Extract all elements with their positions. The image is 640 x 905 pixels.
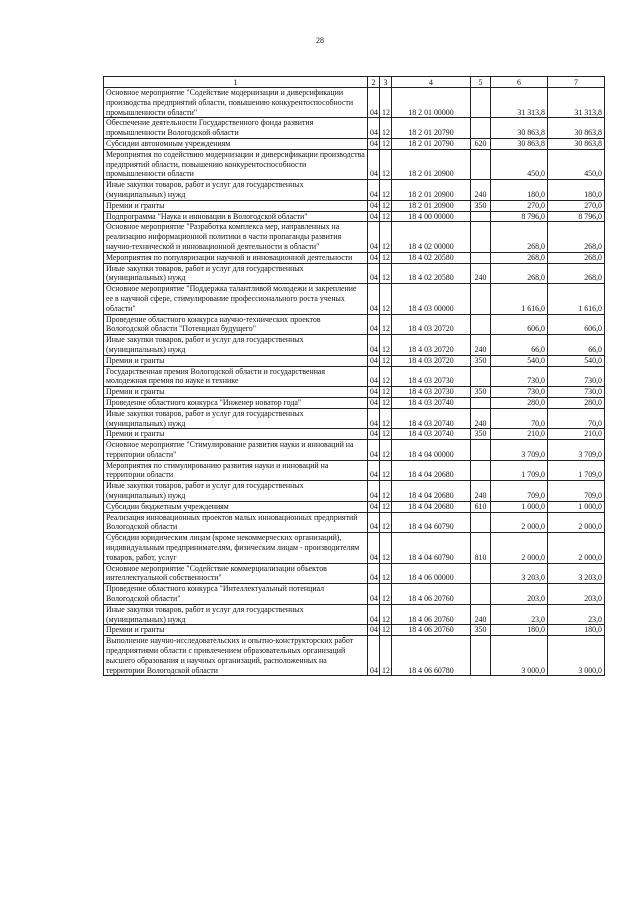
row-subsection: 12 [380,200,392,211]
row-amount-1: 3 203,0 [491,563,548,584]
row-expense-type: 240 [471,263,491,284]
row-amount-2: 30 863,8 [548,138,605,149]
row-amount-2: 1 000,0 [548,501,605,512]
row-amount-2: 66,0 [548,335,605,356]
row-amount-2: 3 203,0 [548,563,605,584]
table-row [104,481,605,502]
row-amount-1: 1 000,0 [491,501,548,512]
row-name: Премии и гранты [104,429,368,440]
row-expense-type [471,118,491,139]
row-amount-1: 3 000,0 [491,636,548,676]
row-name: Мероприятия по содействию модернизации и диверсификации производства предприятий области, повышению конкурентоспособности промышленности области [104,149,368,179]
row-target-article: 18 4 02 00000 [392,222,471,252]
row-amount-1: 280,0 [491,397,548,408]
row-amount-1: 31 313,8 [491,88,548,118]
row-subsection: 12 [380,533,392,563]
table-row [104,440,605,461]
row-target-article: 18 4 04 20680 [392,460,471,481]
table-row [104,533,605,563]
row-target-article: 18 4 04 00000 [392,440,471,461]
row-expense-type: 240 [471,335,491,356]
row-section: 04 [368,263,380,284]
row-subsection: 12 [380,222,392,252]
row-subsection: 12 [380,263,392,284]
row-section: 04 [368,366,380,387]
table-row [104,284,605,314]
row-target-article: 18 2 01 20900 [392,200,471,211]
row-name: Проведение областного конкурса научно-технических проектов Вологодской области "Потенциал будущего" [104,314,368,335]
row-amount-2: 268,0 [548,252,605,263]
row-target-article: 18 4 04 60790 [392,533,471,563]
row-name: Основное мероприятие "Разработка комплекса мер, направленных на реализацию информационной политики в части пропаганды развития научно-технической и инновационной деятельности в области" [104,222,368,252]
row-target-article: 18 4 03 00000 [392,284,471,314]
row-target-article: 18 4 06 20760 [392,625,471,636]
row-target-article: 18 2 01 00000 [392,88,471,118]
row-amount-1: 203,0 [491,584,548,605]
row-amount-1: 450,0 [491,149,548,179]
table-row [104,263,605,284]
row-target-article: 18 4 06 20760 [392,604,471,625]
row-expense-type: 810 [471,533,491,563]
row-name: Иные закупки товаров, работ и услуг для государственных (муниципальных) нужд [104,180,368,201]
row-section: 04 [368,335,380,356]
row-name: Мероприятия по стимулированию развития науки и инноваций на территории области [104,460,368,481]
row-target-article: 18 4 03 20730 [392,387,471,398]
row-target-article: 18 4 00 00000 [392,211,471,222]
row-target-article: 18 4 04 20680 [392,481,471,502]
table-row [104,584,605,605]
row-subsection: 12 [380,501,392,512]
row-target-article: 18 4 06 00000 [392,563,471,584]
page-number: 28 [316,36,324,45]
row-name: Премии и гранты [104,355,368,366]
table-row [104,138,605,149]
row-section: 04 [368,533,380,563]
row-name: Основное мероприятие "Содействие коммерциализации объектов интеллектуальной собственности" [104,563,368,584]
row-subsection: 12 [380,284,392,314]
row-expense-type: 620 [471,138,491,149]
table-row [104,625,605,636]
header-col-7: 7 [548,77,605,88]
row-expense-type: 240 [471,481,491,502]
table-row [104,604,605,625]
row-name: Субсидии юридическим лицам (кроме некоммерческих организаций), индивидуальным предпринимателям, физическим лицам - производителям товаров, работ, услуг [104,533,368,563]
row-amount-2: 1 616,0 [548,284,605,314]
row-target-article: 18 4 03 20720 [392,335,471,356]
row-amount-1: 709,0 [491,481,548,502]
row-amount-1: 270,0 [491,200,548,211]
table-row [104,149,605,179]
row-amount-2: 730,0 [548,366,605,387]
row-expense-type [471,149,491,179]
row-subsection: 12 [380,118,392,139]
table-row [104,252,605,263]
row-amount-2: 203,0 [548,584,605,605]
table-row [104,314,605,335]
row-amount-1: 268,0 [491,252,548,263]
row-amount-1: 210,0 [491,429,548,440]
row-subsection: 12 [380,387,392,398]
row-subsection: 12 [380,355,392,366]
row-name: Субсидии бюджетным учреждениям [104,501,368,512]
row-name: Иные закупки товаров, работ и услуг для государственных (муниципальных) нужд [104,335,368,356]
row-amount-1: 8 796,0 [491,211,548,222]
row-section: 04 [368,222,380,252]
row-expense-type [471,512,491,533]
row-amount-2: 709,0 [548,481,605,502]
row-target-article: 18 4 04 20680 [392,501,471,512]
row-subsection: 12 [380,180,392,201]
row-name: Мероприятия по популяризации научной и инновационной деятельности [104,252,368,263]
row-section: 04 [368,355,380,366]
header-col-3: 3 [380,77,392,88]
row-section: 04 [368,211,380,222]
row-expense-type: 240 [471,408,491,429]
row-amount-1: 30 863,8 [491,118,548,139]
row-section: 04 [368,387,380,398]
row-amount-2: 3 000,0 [548,636,605,676]
row-target-article: 18 4 03 20740 [392,408,471,429]
row-subsection: 12 [380,429,392,440]
table-row [104,429,605,440]
row-target-article: 18 4 03 20730 [392,366,471,387]
row-amount-1: 66,0 [491,335,548,356]
row-subsection: 12 [380,314,392,335]
row-subsection: 12 [380,440,392,461]
row-subsection: 12 [380,408,392,429]
row-amount-2: 268,0 [548,263,605,284]
row-section: 04 [368,440,380,461]
row-target-article: 18 4 02 20580 [392,252,471,263]
table-row [104,200,605,211]
row-amount-2: 30 863,8 [548,118,605,139]
row-subsection: 12 [380,138,392,149]
row-subsection: 12 [380,366,392,387]
row-name: Субсидии автономным учреждениям [104,138,368,149]
row-name: Реализация инновационных проектов малых инновационных предприятий Вологодской области [104,512,368,533]
row-target-article: 18 4 03 20740 [392,429,471,440]
table-row [104,88,605,118]
row-target-article: 18 2 01 20790 [392,118,471,139]
row-section: 04 [368,284,380,314]
row-expense-type [471,366,491,387]
row-expense-type [471,222,491,252]
row-amount-1: 268,0 [491,263,548,284]
row-expense-type [471,284,491,314]
row-amount-1: 23,0 [491,604,548,625]
row-amount-1: 730,0 [491,387,548,398]
row-subsection: 12 [380,335,392,356]
table-row [104,501,605,512]
row-amount-2: 270,0 [548,200,605,211]
row-target-article: 18 4 06 20760 [392,584,471,605]
row-amount-2: 2 000,0 [548,512,605,533]
table-row [104,636,605,676]
row-name: Премии и гранты [104,200,368,211]
row-name: Выполнение научно-исследовательских и опытно-конструкторских работ предприятиями области с привлечением образовательных организаций высшего образования и научных организаций, расположенных на территории Вологодской области [104,636,368,676]
row-subsection: 12 [380,625,392,636]
row-name: Проведение областного конкурса "Инженер новатор года" [104,397,368,408]
row-name: Премии и гранты [104,625,368,636]
row-target-article: 18 4 06 60780 [392,636,471,676]
header-col-1: 1 [104,77,368,88]
row-subsection: 12 [380,397,392,408]
row-expense-type: 350 [471,355,491,366]
row-name: Премии и гранты [104,387,368,398]
row-subsection: 12 [380,481,392,502]
row-amount-1: 540,0 [491,355,548,366]
row-target-article: 18 2 01 20790 [392,138,471,149]
table-row [104,118,605,139]
table-row [104,222,605,252]
row-amount-1: 70,0 [491,408,548,429]
row-subsection: 12 [380,252,392,263]
table-row [104,355,605,366]
row-amount-1: 1 709,0 [491,460,548,481]
row-expense-type [471,252,491,263]
row-name: Государственная премия Вологодской области и государственная молодежная премия по науке и технике [104,366,368,387]
row-name: Проведение областного конкурса "Интеллектуальный потенциал Вологодской области" [104,584,368,605]
row-section: 04 [368,88,380,118]
row-amount-2: 8 796,0 [548,211,605,222]
row-target-article: 18 4 03 20740 [392,397,471,408]
table-row [104,563,605,584]
table-row [104,460,605,481]
row-amount-1: 180,0 [491,180,548,201]
row-expense-type [471,636,491,676]
row-name: Основное мероприятие "Поддержка талантливой молодежи и закрепление ее в научной сфере, стимулирование профессионального роста ученых области" [104,284,368,314]
table-row [104,397,605,408]
row-amount-2: 606,0 [548,314,605,335]
budget-table [103,76,605,676]
row-expense-type: 350 [471,200,491,211]
row-target-article: 18 4 03 20720 [392,355,471,366]
row-target-article: 18 2 01 20900 [392,180,471,201]
header-col-5: 5 [471,77,491,88]
row-amount-2: 2 000,0 [548,533,605,563]
row-amount-2: 180,0 [548,180,605,201]
row-expense-type: 350 [471,387,491,398]
row-name: Иные закупки товаров, работ и услуг для государственных (муниципальных) нужд [104,408,368,429]
table-body [104,88,605,676]
row-expense-type [471,563,491,584]
row-subsection: 12 [380,149,392,179]
row-name: Обеспечение деятельности Государственного фонда развития промышленности Вологодской области [104,118,368,139]
row-section: 04 [368,200,380,211]
row-target-article: 18 4 03 20720 [392,314,471,335]
row-amount-2: 450,0 [548,149,605,179]
row-section: 04 [368,460,380,481]
row-expense-type: 240 [471,604,491,625]
row-subsection: 12 [380,563,392,584]
row-amount-2: 730,0 [548,387,605,398]
row-section: 04 [368,397,380,408]
row-name: Иные закупки товаров, работ и услуг для государственных (муниципальных) нужд [104,263,368,284]
row-expense-type [471,314,491,335]
row-subsection: 12 [380,604,392,625]
row-amount-1: 606,0 [491,314,548,335]
row-amount-2: 540,0 [548,355,605,366]
header-row [104,77,605,88]
row-name: Основное мероприятие "Стимулирование развития науки и инноваций на территории области" [104,440,368,461]
row-section: 04 [368,625,380,636]
row-name: Подпрограмма "Наука и инновации в Вологодской области" [104,211,368,222]
row-expense-type [471,584,491,605]
row-amount-2: 210,0 [548,429,605,440]
row-amount-1: 30 863,8 [491,138,548,149]
row-expense-type: 610 [471,501,491,512]
row-expense-type: 350 [471,625,491,636]
row-amount-1: 268,0 [491,222,548,252]
row-target-article: 18 4 04 60790 [392,512,471,533]
row-amount-2: 23,0 [548,604,605,625]
row-target-article: 18 4 02 20580 [392,263,471,284]
row-amount-1: 2 000,0 [491,512,548,533]
row-amount-2: 3 709,0 [548,440,605,461]
row-section: 04 [368,149,380,179]
row-amount-1: 1 616,0 [491,284,548,314]
row-subsection: 12 [380,211,392,222]
table-row [104,512,605,533]
row-section: 04 [368,252,380,263]
row-name: Иные закупки товаров, работ и услуг для государственных (муниципальных) нужд [104,604,368,625]
row-expense-type: 350 [471,429,491,440]
row-section: 04 [368,481,380,502]
row-amount-2: 268,0 [548,222,605,252]
row-amount-2: 180,0 [548,625,605,636]
row-expense-type [471,88,491,118]
row-amount-2: 31 313,8 [548,88,605,118]
row-amount-1: 3 709,0 [491,440,548,461]
row-section: 04 [368,636,380,676]
row-section: 04 [368,118,380,139]
row-subsection: 12 [380,636,392,676]
row-amount-2: 1 709,0 [548,460,605,481]
row-name: Основное мероприятие "Содействие модернизации и диверсификации производства предприятий области, повышению конкурентоспособности промышленности области" [104,88,368,118]
row-section: 04 [368,429,380,440]
row-section: 04 [368,138,380,149]
table-row [104,335,605,356]
row-subsection: 12 [380,88,392,118]
row-section: 04 [368,563,380,584]
row-expense-type: 240 [471,180,491,201]
row-expense-type [471,211,491,222]
row-expense-type [471,397,491,408]
row-amount-1: 180,0 [491,625,548,636]
row-section: 04 [368,180,380,201]
header-col-6: 6 [491,77,548,88]
row-expense-type [471,460,491,481]
row-expense-type [471,440,491,461]
row-section: 04 [368,501,380,512]
header-col-2: 2 [368,77,380,88]
row-amount-1: 2 000,0 [491,533,548,563]
table-row [104,366,605,387]
row-target-article: 18 2 01 20900 [392,149,471,179]
table-row [104,180,605,201]
row-subsection: 12 [380,512,392,533]
row-amount-1: 730,0 [491,366,548,387]
row-name: Иные закупки товаров, работ и услуг для государственных (муниципальных) нужд [104,481,368,502]
row-section: 04 [368,604,380,625]
row-section: 04 [368,512,380,533]
row-section: 04 [368,314,380,335]
table-row [104,387,605,398]
row-subsection: 12 [380,460,392,481]
row-subsection: 12 [380,584,392,605]
table-row [104,408,605,429]
row-amount-2: 280,0 [548,397,605,408]
row-section: 04 [368,584,380,605]
row-amount-2: 70,0 [548,408,605,429]
header-col-4: 4 [392,77,471,88]
row-section: 04 [368,408,380,429]
table-row [104,211,605,222]
